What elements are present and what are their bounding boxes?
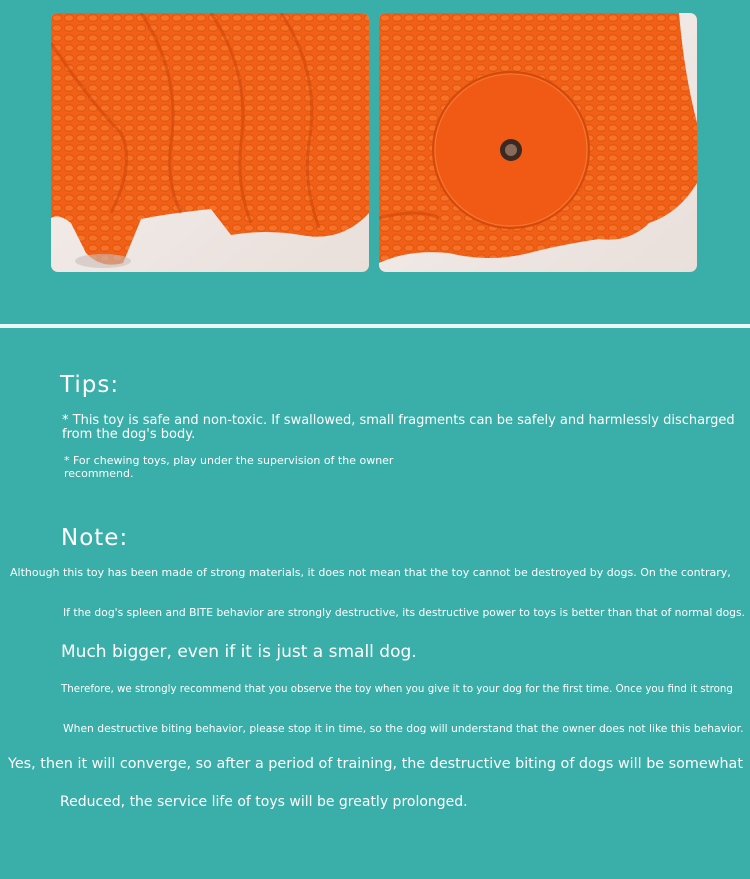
note-line: Although this toy has been made of strong materials, it does not mean that the toy cannot be destroyed by dogs. On the contrary, xyxy=(10,566,731,579)
toy-bottom-detail-photo xyxy=(379,13,697,272)
section-divider xyxy=(0,324,750,328)
note-line: Reduced, the service life of toys will be greatly prolonged. xyxy=(60,794,468,810)
note-line: If the dog's spleen and BITE behavior are strongly destructive, its destructive power to toys is better than that of normal dogs. xyxy=(63,606,746,619)
tip-item: * For chewing toys, play under the supervision of the owner recommend. xyxy=(64,454,394,480)
tips-heading: Tips: xyxy=(60,372,120,398)
toy-side-detail-icon xyxy=(51,13,369,272)
note-line: Yes, then it will converge, so after a period of training, the destructive biting of dogs will be somewhat xyxy=(8,756,743,772)
tip-item: * This toy is safe and non-toxic. If swallowed, small fragments can be safely and harmlessly discharged from the dog's body. xyxy=(62,413,735,442)
note-line: When destructive biting behavior, please stop it in time, so the dog will understand that the owner does not like this behavior. xyxy=(63,722,744,735)
note-heading: Note: xyxy=(61,525,129,551)
toy-bottom-detail-icon xyxy=(379,13,697,272)
note-line: Therefore, we strongly recommend that you observe the toy when you give it to your dog for the first time. Once you find it strong xyxy=(61,683,733,695)
toy-side-detail-photo xyxy=(51,13,369,272)
note-line: Much bigger, even if it is just a small dog. xyxy=(61,642,417,662)
